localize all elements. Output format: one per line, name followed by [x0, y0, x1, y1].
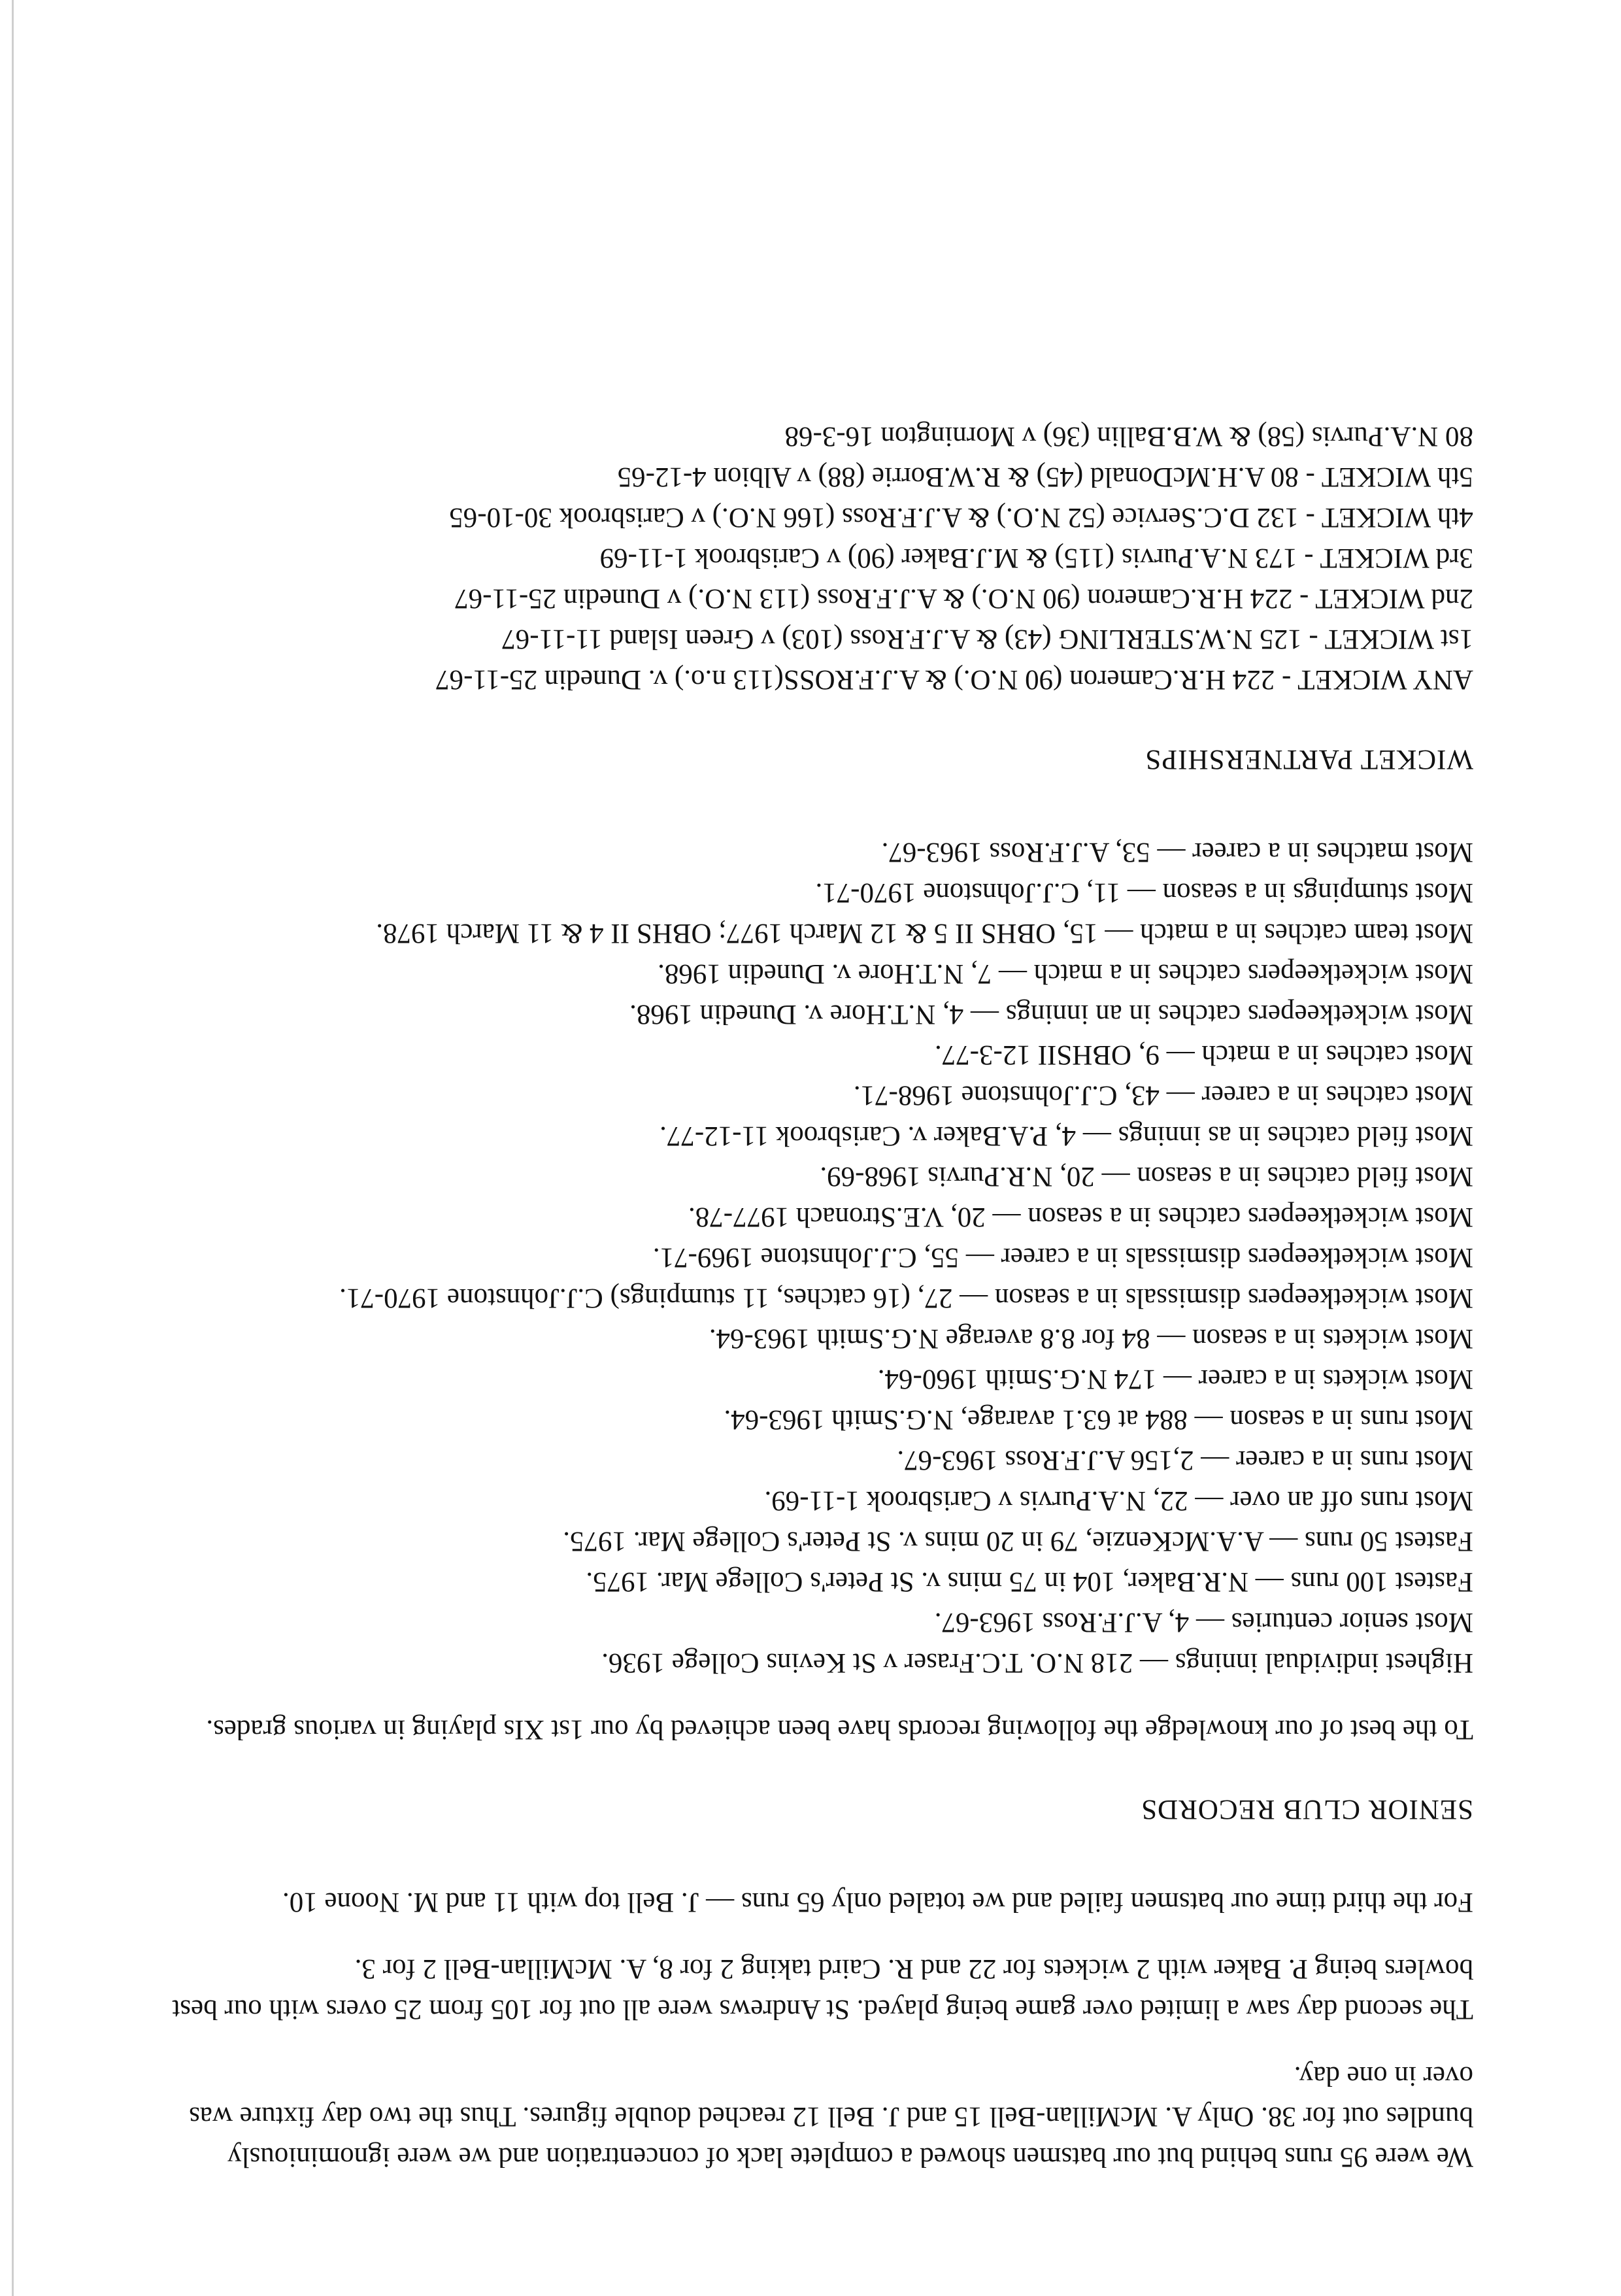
records-list: [153, 832, 1473, 1683]
match-report-paragraph-2: The second day saw a limited over game being played. St Andrews were all out for 105 from 25 overs with our best bowlers being P. Baker with 2 wickets for 22 and R. Caird taking 2 for 8, A. McMillan-Bell 2 for 3.: [172, 1953, 1473, 2025]
record-item: Most wicketkeepers dismissals in a season — 27, (16 catches, 11 stumpings) C.J.Johnstone 1970-71.: [339, 1283, 1473, 1313]
partnerships-list: [153, 416, 1473, 700]
record-item: Most catches in a match — 9, OBHSII 12-3-77.: [934, 1039, 1473, 1070]
record-item: Most wicketkeepers catches in a match — 7, N.T.Hore v. Dunedin 1968.: [658, 958, 1473, 989]
records-intro: To the best of our knowledge the following records have been achieved by our 1st XIs playing in various grades.: [206, 1714, 1473, 1745]
record-item: Most field catches in a season — 20, N.R.Purvis 1968-69.: [820, 1161, 1473, 1192]
record-item: Most wicketkeepers dismissals in a career — 55, C.J.Johnstone 1969-71.: [652, 1242, 1473, 1273]
record-item: Most matches in a career — 53, A.J.F.Ross 1963-67.: [881, 837, 1473, 868]
partnership-item: 3rd WICKET - 173 N.A.Purvis (115) & M.J.Baker (90) v Carisbrook 1-11-69: [599, 543, 1473, 573]
partnership-item: 1st WICKET - 125 N.W.STERLING (43) & A.J.F.Ross (103) v Green Island 11-11-67: [501, 624, 1473, 654]
record-item: Most runs off an over — 22, N.A.Purvis v Carisbrook 1-11-69.: [764, 1485, 1473, 1516]
record-item: Most runs in a season — 884 at 63.1 avarage, N.G.Smith 1963-64.: [724, 1404, 1473, 1435]
record-item: Highest individual innings — 218 N.O. T.C.Fraser v St Kevins College 1936.: [601, 1647, 1473, 1678]
record-item: Most team catches in a match — 15, OBHS II 5 & 12 March 1977; OBHS II 4 & 11 March 1978.: [376, 918, 1473, 949]
partnership-item: 5th WICKET - 80 A.H.McDonald (45) & R.W.Borrie (88) v Albion 4-12-65: [617, 462, 1473, 492]
partnership-item: 2nd WICKET - 224 H.R.Cameron (90 N.O.) & A.J.F.Ross (113 N.O.) v Dunedin 25-11-67: [454, 583, 1473, 614]
page-content: [153, 416, 1473, 2177]
match-report-paragraph-3: For the third time our batsmen failed and we totaled only 65 runs — J. Bell top with 11 and M. Noone 10.: [282, 1887, 1473, 1917]
record-item: Fastest 100 runs — N.R.Baker, 104 in 75 mins v. St Peter's College Mar. 1975.: [586, 1566, 1473, 1597]
record-item: Fastest 50 runs — A.A.McKenzie, 79 in 20 mins v. St Peter's College Mar. 1975.: [563, 1526, 1473, 1557]
record-item: Most wickets in a career — 174 N.G.Smith 1960-64.: [877, 1364, 1473, 1394]
record-item: Most stumpings in a season — 11, C.J.Johnstone 1970-71.: [815, 877, 1473, 908]
record-item: Most wickets in a season — 84 for 8.8 average N.G.Smith 1963-64.: [709, 1323, 1473, 1354]
record-item: Most wicketkeepers catches in an innings — 4, N.T.Hore v. Dunedin 1968.: [629, 999, 1473, 1030]
partnership-item: ANY WICKET - 224 H.R.Cameron (90 N.O.) & A.J.F.ROSS(113 n.o.) v. Dunedin 25-11-67: [435, 664, 1473, 695]
record-item: Most wicketkeepers catches in a season — 20, V.E.Stronach 1977-78.: [688, 1202, 1473, 1232]
record-item: Most runs in a career — 2,156 A.J.F.Ross 1963-67.: [897, 1445, 1473, 1476]
match-report-paragraph-1: We were 95 runs behind but our batsmen showed a complete lack of concentration and we were ignominiously bundles out for 38. Only A. McMillan-Bell 15 and J. Bell 12 reached double figures. Thus the two day fixture was over in one day.: [189, 2061, 1473, 2172]
record-item: Most field catches in as innings — 4, P.A.Baker v. Carisbrook 11-12-77.: [660, 1121, 1473, 1151]
partnership-item: 4th WICKET - 132 D.C.Service (52 N.O.) & A.J.F.Ross (166 N.O.) v Carisbrook 30-10-65: [449, 502, 1473, 533]
record-item: Most catches in a career — 43, C.J.Johnstone 1968-71.: [853, 1080, 1473, 1111]
partnership-item: 80 N.A.Purvis (58) & W.B.Ballin (36) v Mornington 16-3-68: [784, 421, 1473, 452]
record-item: Most senior centuries — 4, A.J.F.Ross 1963-67.: [934, 1607, 1473, 1638]
wicket-partnerships-heading: WICKET PARTNERSHIPS: [1145, 744, 1473, 775]
senior-club-records-heading: SENIOR CLUB RECORDS: [1141, 1794, 1473, 1825]
